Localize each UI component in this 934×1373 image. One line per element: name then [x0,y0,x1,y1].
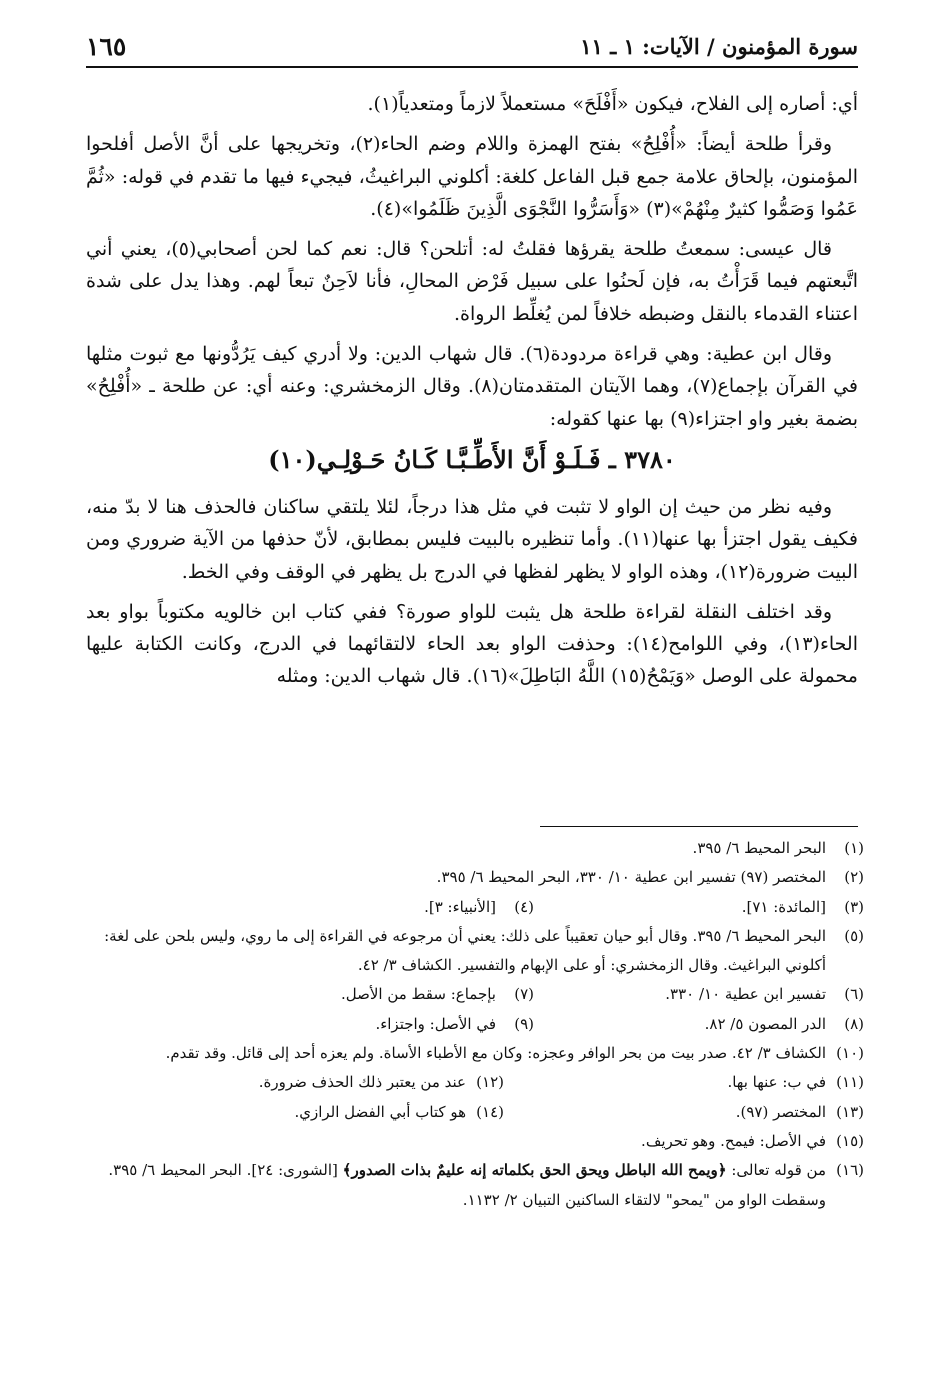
footnote-text: عند من يعتبر ذلك الحذف ضرورة. [258,1073,466,1092]
footnote-rule [540,826,858,827]
footnote-text: البحر المحيط ٦/ ٣٩٥. وقال أبو حيان تعقيباً على ذلك: يعني أن مرجوعه في القراءة إلى ما روي، وليس بلحن على لغة: أكلوني البراغيث. وقال الزمخشري: أو على الإبهام والتفسير. الكشاف ٣/ ٤٢. [104,926,826,975]
footnote-6 [534,980,864,1009]
footnote-row [86,1010,864,1039]
footnote-text: [الأنبياء: ٣]. [424,897,496,916]
footnote-number: (١٥) [836,1131,864,1150]
footnote-1 [86,834,864,863]
footnote-3 [534,893,864,922]
footnote-number: (٥) [844,926,864,945]
footnote-row [86,1068,864,1097]
paragraph-6: وقد اختلف النقلة لقراءة طلحة هل يثبت للواو صورة؟ ففي كتاب ابن خالويه مكتوباً بواو بعد الحاء(١٣)، وفي اللوامح(١٤): وحذفت الواو بعد الحاء لالتقائهما في الدرج، وكانت الكتابة عليها محمولة على الوصل «وَيَمْحُ(١٥) اللَّهُ البَاطِلَ»(١٦). قال شهاب الدين: ومثله [86,600,858,688]
footnote-text: المختصر (٩٧) تفسير ابن عطية ١٠/ ٣٣٠، البحر المحيط ٦/ ٣٩٥. [436,868,826,887]
footnote-row [86,1098,864,1127]
footnote-number: (٦) [844,985,864,1004]
footnote-text: المختصر (٩٧). [735,1102,826,1121]
footnote-text: الكشاف ٣/ ٤٢. صدر بيت من بحر الوافر وعجزه: وكان مع الأطباء الأساة. ولم يعزه أحد إلى قائل. وقد تقدم. [165,1044,826,1063]
footnote-2 [86,863,864,892]
footnote-number: (١٣) [836,1102,864,1121]
footnote-text: في الأصل: فيمح. وهو تحريف. [641,1131,826,1150]
footnote-text: الدر المصون ٥/ ٨٢. [704,1014,826,1033]
footnote-text: [المائدة: ٧١]. [741,897,826,916]
paragraph-5: وفيه نظر من حيث إن الواو لا تثبت في مثل هذا درجاً، لئلا يلتقي ساكنان فالحذف هنا لا بدّ منه، فكيف يقول اجتزأ بها عنها(١١). وأما تنظيره بالبيت فليس بمطابق، لأنّ حذفها من الآية ضروري ومن البيت ضرورة(١٢)، وهذه الواو لا يظهر لفظها في الدرج بل يظهر في الوقف وفي الخط. [86,495,859,583]
footnote-number: (٢) [844,868,864,887]
footnote-12 [144,1068,504,1097]
footnote-5 [86,922,864,981]
footnote-13 [504,1098,864,1127]
footnote-number: (٧) [514,985,534,1004]
footnote-number: (٨) [844,1014,864,1033]
running-title: سورة المؤمنون / الآيات: ١ ـ ١١ [580,34,858,59]
footnote-number: (٩) [514,1014,534,1033]
page-number: ١٦٥ [86,32,127,61]
footnote-number: (١٦) [836,1161,864,1180]
footnote-text [86,1156,826,1215]
page-header [86,28,858,68]
header-rule [86,66,858,68]
footnote-text: بإجماع: سقط من الأصل. [340,985,496,1004]
footnote-14 [144,1098,504,1127]
footnote-11 [504,1068,864,1097]
footnote-number: (١٢) [476,1073,504,1092]
footnote-15 [86,1127,864,1156]
footnote-text: هو كتاب أبي الفضل الرازي. [294,1102,466,1121]
footnotes [86,834,864,1215]
footnote-row [86,980,864,1009]
paragraph-4: وقال ابن عطية: وهي قراءة مردودة(٦). قال شهاب الدين: ولا أدري كيف يَرُدُّونها مع ثبوت مثلها في القرآن بإجماع(٧)، وهما الآيتان المتقدمتان(٨). وقال الزمخشري: وعنه أي: عن طلحة ـ «أُفْلِحُ» بضمة بغير واو اجتزاء(٩) بها عنها كقوله: [86,343,858,430]
poetry-verse: ٣٧٨٠ ـ فَـلَـوْ أَنَّ الأَطِّـبَّـا كَـانُ حَـوْلِـي(١٠) [268,444,676,474]
footnote-number: (٣) [844,897,864,916]
quran-quote: ﴿ويمح الله الباطل ويحق الحق بكلماته إنه عليمٌ بذات الصدور﴾ [342,1161,727,1180]
footnote-tail: [الشورى: ٢٤]. البحر المحيط ٦/ ٣٩٥. وسقطت الواو من "يمحو" لالتقاء الساكنين التبيان ٢/ ١١٣٢. [108,1161,826,1209]
footnote-text: في ب: عنها بها. [727,1073,826,1092]
footnote-number: (١٠) [836,1044,864,1063]
footnote-number: (٤) [514,897,534,916]
footnote-8 [534,1010,864,1039]
footnote-10 [86,1039,864,1068]
footnote-number: (١١) [836,1073,864,1092]
main-text [86,88,858,701]
footnote-row [86,893,864,922]
footnote-text: تفسير ابن عطية ١٠/ ٣٣٠. [665,985,826,1004]
footnote-4 [204,893,534,922]
footnote-lead: من قوله تعالى: [731,1161,826,1180]
footnote-number: (١٤) [476,1102,504,1121]
footnote-9 [204,1010,534,1039]
footnote-text: البحر المحيط ٦/ ٣٩٥. [692,839,826,857]
footnote-7 [204,980,534,1009]
footnote-16 [86,1156,864,1215]
footnote-text: في الأصل: واجتزاء. [375,1014,496,1033]
paragraph-2: وقرأ طلحة أيضاً: «أُفْلِحُ» بفتح الهمزة واللام وضم الحاء(٢)، وتخريجها على أنَّ الأصل أفلحوا المؤمنون، بإلحاق علامة جمع قبل الفاعل كلغة: أكلوني البراغيثُ، فيجيء فيها ما تقدم في قوله: «ثُمَّ عَمُوا وَصَمُّوا كثيرٌ مِنْهُمْ»(٣) «وَأَسَرُّوا النَّجْوَى الَّذِينَ ظَلَمُوا»(٤). [86,133,858,220]
paragraph-1: أي: أصاره إلى الفلاح، فيكون «أَفْلَحَ» مستعملاً لازماً ومتعدياً(١). [367,93,858,115]
paragraph-3: قال عيسى: سمعتُ طلحة يقرؤها فقلتُ له: أتلحن؟ قال: نعم كما لحن أصحابي(٥)، يعني أني اتَّبعتهم فيما قَرَأْتُ به، فإن لَحنُوا على سبيل فَرْض المحالِ، فأنا لاَحِنٌ تبعاً لهم. وهذا يدل على شدة اعتناء القدماء بالنقل وضبطه خلافاً لمن يُغلِّط الرواة. [86,238,858,325]
footnote-number: (١) [844,839,864,857]
